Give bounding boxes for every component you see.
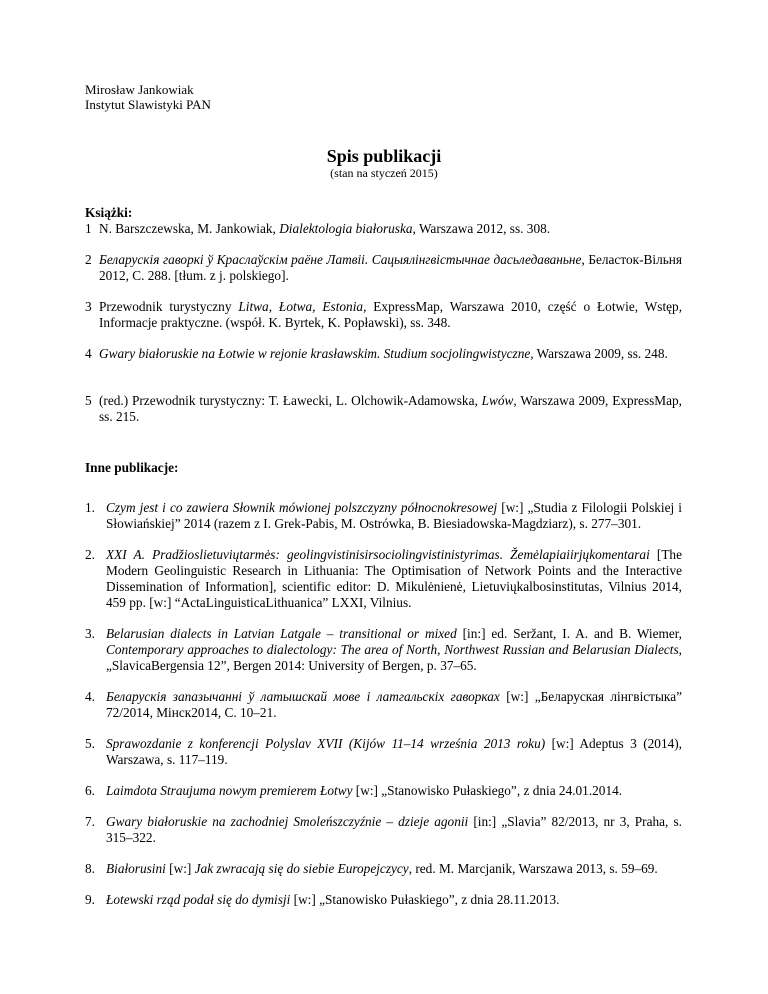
entry-text: N. Barszczewska, M. Jankowiak, Dialektologia białoruska, Warszawa 2012, ss. 308. — [99, 221, 551, 236]
entry-text: Gwary białoruskie na Łotwie w rejonie krasławskim. Studium socjolingwistyczne, Warszawa 2009, ss. 248. — [99, 346, 668, 361]
entry-number: 6. — [85, 783, 95, 798]
entry-text: Czym jest i co zawiera Słownik mówionej polszczyzny północnokresowej [w:] „Studia z Filologii Polskiej i Słowiańskiej” 2014 (razem z I. Grek-Pabis, M. Ostrówka, B. Biesiadowska-Magdziarz), s. 277–301. — [106, 500, 683, 531]
author-name: Mirosław Jankowiak — [85, 82, 194, 97]
entry-number: 5 — [85, 393, 92, 408]
books-heading: Książki: — [85, 205, 133, 220]
page-subtitle: (stan na styczeń 2015) — [330, 166, 438, 180]
entry-number: 3 — [85, 299, 92, 314]
entry-number: 4 — [85, 346, 92, 361]
author-block — [85, 82, 211, 112]
book-entry — [85, 221, 682, 237]
entry-number: 2 — [85, 252, 92, 267]
entry-text: Беларускія запазычанні ў латышскай мове і латгальскіх гаворках [w:] „Беларуская лінгвістыка” 72/2014, Мінск2014, С. 10–21. — [106, 689, 682, 720]
entry-number: 3. — [85, 626, 95, 641]
entry-number: 5. — [85, 736, 95, 751]
entry-number: 7. — [85, 814, 95, 829]
book-entry — [85, 393, 682, 425]
book-entry — [85, 299, 682, 331]
entry-number: 1. — [85, 500, 95, 515]
entry-number: 9. — [85, 892, 95, 907]
entry-text: Przewodnik turystyczny Litwa, Łotwa, Estonia, ExpressMap, Warszawa 2010, część o Łotwie, Wstęp, Informacje praktyczne. (współ. K. Byrtek, K. Popławski), ss. 348. — [99, 299, 683, 330]
publication-entry — [85, 689, 682, 721]
entry-number: 4. — [85, 689, 95, 704]
entry-text: (red.) Przewodnik turystyczny: T. Ławecki, L. Olchowik-Adamowska, Lwów, Warszawa 2009, ExpressMap, ss. 215. — [99, 393, 682, 424]
entry-text: Belarusian dialects in Latvian Latgale – transitional or mixed [in:] ed. Seržant, I. A. and B. Wiemer, Contemporary approaches to dialectology: The area of North, Northwest Russian and Belarusian Dialects, „SlavicaBergensia 12”, Bergen 2014: University of Bergen, p. 37–65. — [106, 626, 682, 673]
publication-entry — [85, 861, 682, 877]
publication-entry — [85, 547, 682, 611]
entry-number: 8. — [85, 861, 95, 876]
entry-number: 2. — [85, 547, 95, 562]
entry-text: XXI A. Pradžioslietuviųtarmės: geolingvistinisirsociolingvistinistyrimas. Žemėlapiaiirjųkomentarai [The Modern Geolinguistic Research in Lithuania: The Optimisation of Network Points and the Interactive Dissemination of Information], scientific editor: D. Mikulėnienė, Lietuviųkalbosinstitutas, Vilnius 2014, 459 pp. [w:] “ActaLinguisticaLithuanica” LXXI, Vilnius. — [106, 547, 682, 610]
book-entry — [85, 346, 682, 362]
entry-text: Беларускія гаворкі ў Краслаўскім раёне Латвіі. Сацыялінгвістычнае дасьледаваньне, Беласток-Вільня 2012, С. 288. [tłum. z j. polskiego]. — [99, 252, 682, 283]
entry-text: Łotewski rząd podał się do dymisji [w:] „Stanowisko Pułaskiego”, z dnia 28.11.2013. — [106, 892, 560, 907]
page-title: Spis publikacji — [326, 146, 442, 166]
other-publications-heading: Inne publikacje: — [85, 460, 179, 475]
book-entry — [85, 252, 682, 284]
entry-text: Gwary białoruskie na zachodniej Smoleńszczyźnie – dzieje agonii [in:] „Slavia” 82/2013, nr 3, Praha, s. 315–322. — [106, 814, 682, 845]
entry-text: Białorusini [w:] Jak zwracają się do siebie Europejczycy, red. M. Marcjanik, Warszawa 2013, s. 59–69. — [106, 861, 658, 876]
publication-entry — [85, 783, 682, 799]
publication-entry — [85, 736, 682, 768]
entry-number: 1 — [85, 221, 92, 236]
publication-entry — [85, 814, 682, 846]
author-affiliation: Instytut Slawistyki PAN — [85, 97, 211, 112]
publication-entry — [85, 626, 682, 674]
entry-text: Laimdota Straujuma nowym premierem Łotwy [w:] „Stanowisko Pułaskiego”, z dnia 24.01.2014. — [106, 783, 623, 798]
publication-entry — [85, 500, 682, 532]
publication-entry — [85, 892, 682, 908]
entry-text: Sprawozdanie z konferencji Polyslav XVII (Kijów 11–14 września 2013 roku) [w:] Adeptus 3 (2014), Warszawa, s. 117–119. — [106, 736, 682, 767]
